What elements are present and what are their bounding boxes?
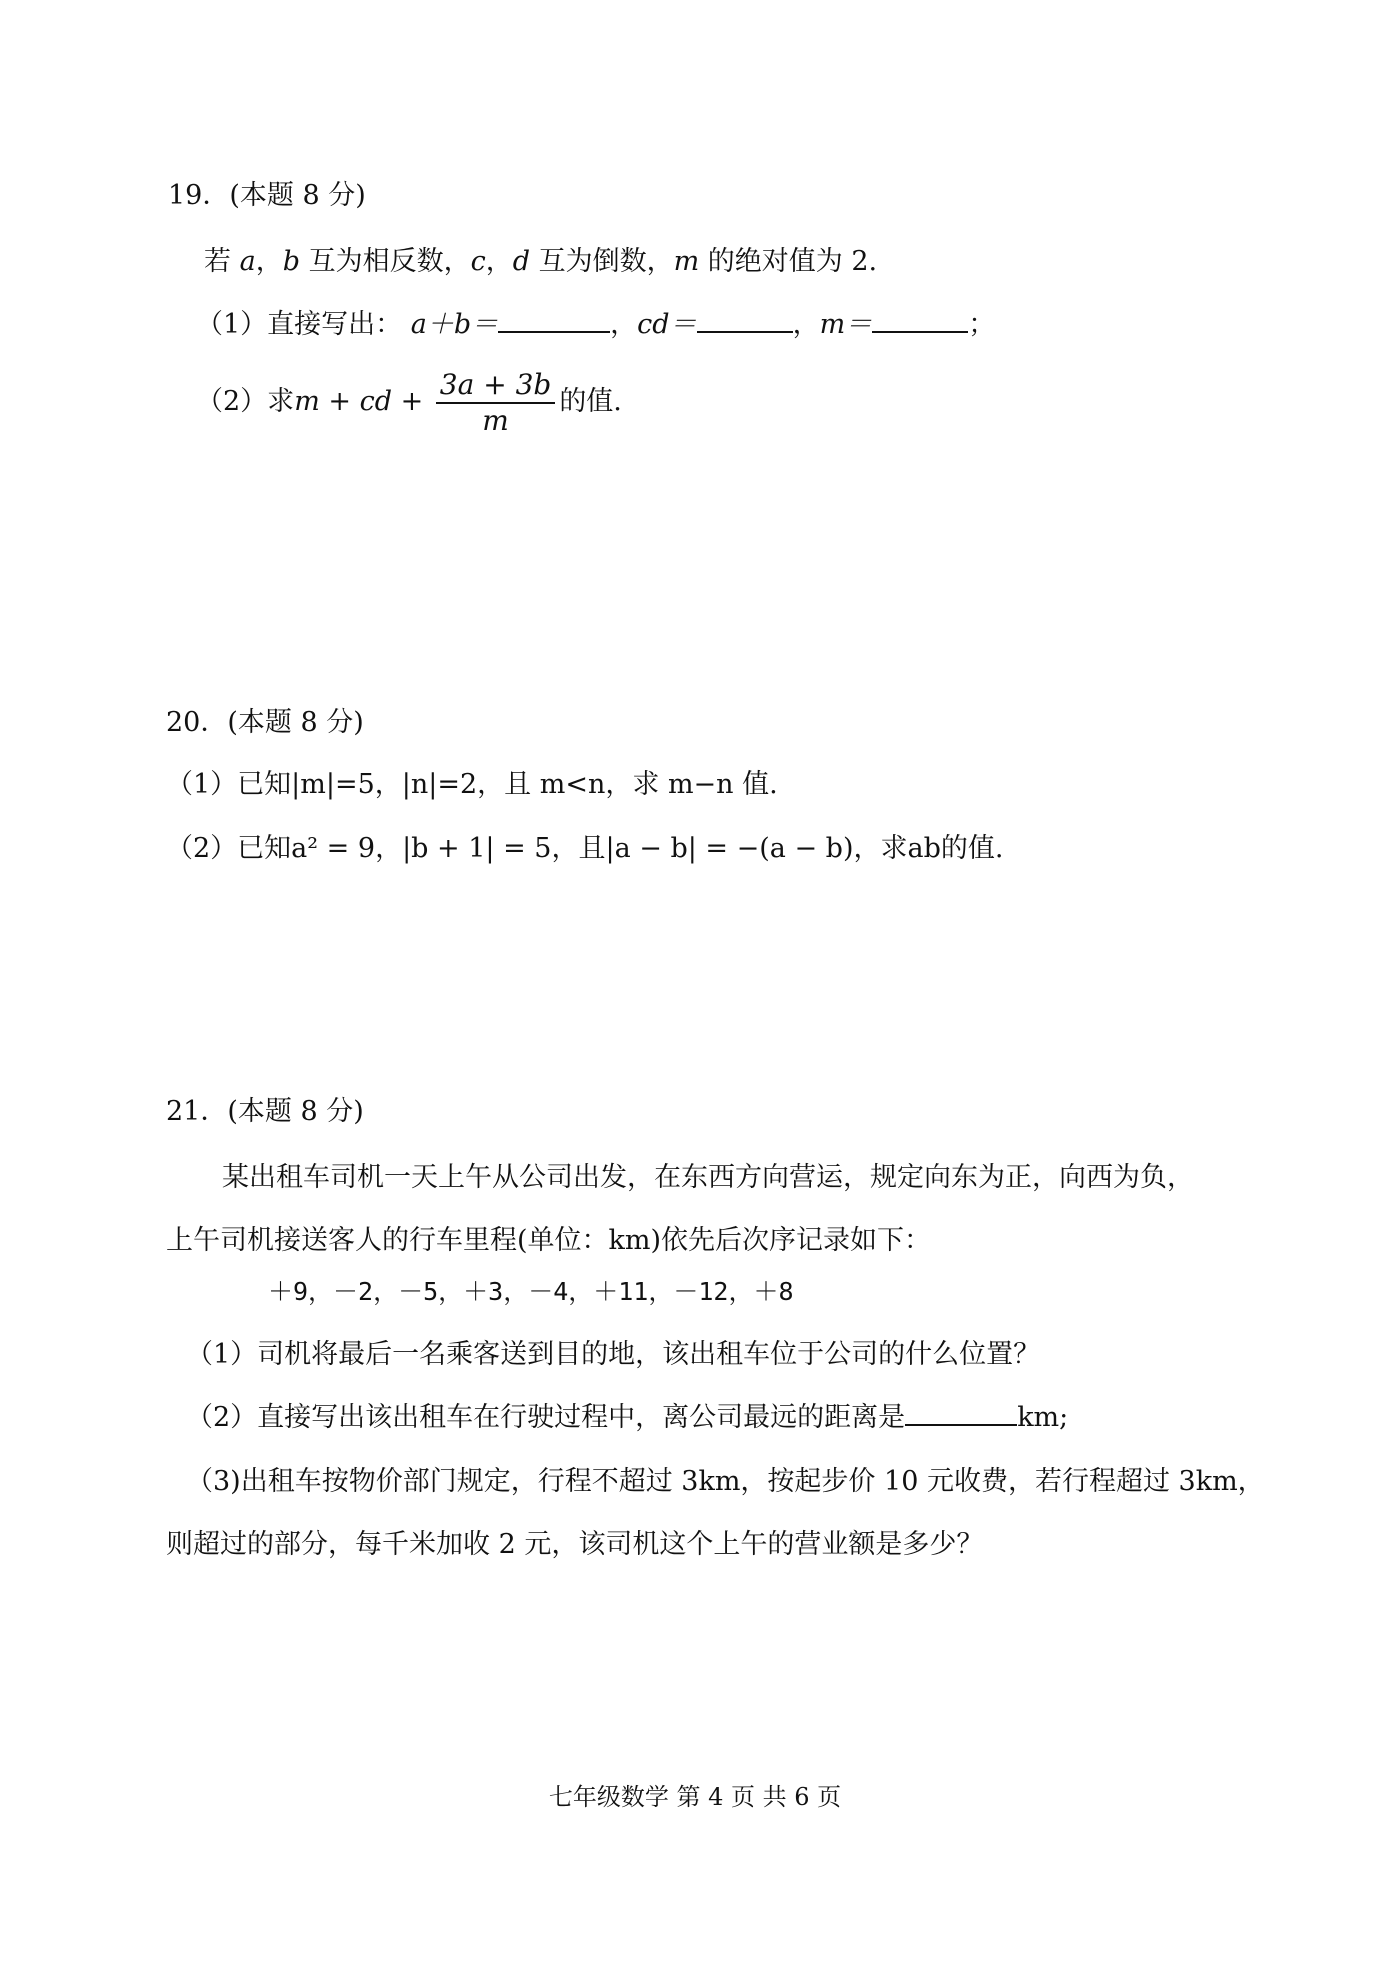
q19-title: 19．(本题 8 分) — [168, 180, 366, 211]
q21-part3-line1: （3)出租车按物价部门规定，行程不超过 3km，按起步价 10 元收费，若行程超过 3km， — [186, 1466, 1265, 1497]
q21-title: 21．(本题 8 分) — [166, 1096, 364, 1127]
q21-stem-line2: 上午司机接送客人的行车里程(单位：km)依先后次序记录如下： — [166, 1225, 932, 1256]
answer-blank-1[interactable] — [498, 305, 610, 333]
q20-title: 20．(本题 8 分) — [166, 707, 364, 738]
q21-part2: （2）直接写出该出租车在行驶过程中，离公司最远的距离是 km; — [186, 1398, 1068, 1438]
answer-blank-2[interactable] — [697, 305, 793, 333]
q21-mileage-records: ＋9，－2，－5，＋3，－4，＋11，－12，＋8 — [268, 1277, 794, 1306]
q19-part2: （2）求m + cd + $\frac{3a + 3b}{m}$ 的值. — [196, 367, 622, 437]
answer-blank-3[interactable] — [872, 305, 968, 333]
q19-expr-cd: cd＝ — [637, 309, 697, 340]
q19-part1: （1）直接写出： a＋b＝ ，cd＝ ，m＝ ； — [196, 305, 995, 345]
q20-part1: （1）已知|m|=5，|n|=2，且 m<n，求 m−n 值. — [166, 769, 778, 800]
q19-expr-a-plus-b: a＋b＝ — [410, 309, 499, 340]
q19-stem: 若 a，b 互为相反数，c，d 互为倒数，m 的绝对值为 2. — [204, 246, 878, 277]
q20-part2: （2）已知a² = 9，|b + 1| = 5，且|a − b| = −(a − b)，求ab的值. — [166, 833, 1004, 864]
q21-part3-line2: 则超过的部分，每千米加收 2 元，该司机这个上午的营业额是多少？ — [166, 1529, 984, 1560]
fraction-numerator: 3a + 3b — [439, 367, 552, 401]
q19-expr-m: m＝ — [819, 309, 873, 340]
q19-expr-sum: m + cd + — [294, 386, 424, 417]
page-footer: 七年级数学 第 4 页 共 6 页 — [548, 1783, 842, 1811]
q21-part1: （1）司机将最后一名乘客送到目的地，该出租车位于公司的什么位置？ — [186, 1339, 1041, 1370]
q19-fraction — [436, 368, 556, 438]
answer-blank-distance[interactable] — [905, 1398, 1017, 1426]
q21-stem-line1: 某出租车司机一天上午从公司出发，在东西方向营运，规定向东为正，向西为负， — [222, 1162, 1194, 1193]
fraction-denominator: m — [482, 403, 509, 437]
